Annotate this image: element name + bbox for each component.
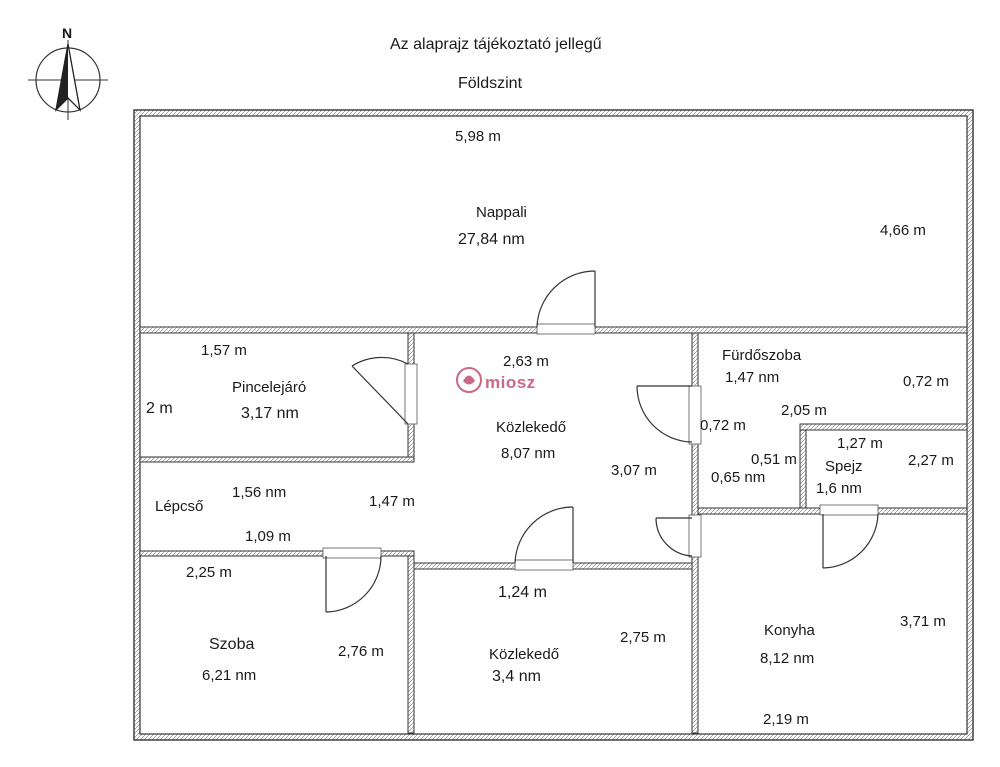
kozl1-width: 2,63 m bbox=[503, 353, 549, 370]
furdo-side: 0,72 m bbox=[700, 417, 746, 434]
konyha-area: 8,12 nm bbox=[760, 650, 815, 667]
kozl2-area: 3,4 nm bbox=[492, 668, 541, 685]
konyha-depth: 3,71 m bbox=[900, 613, 946, 630]
small-area: 0,65 nm bbox=[711, 469, 766, 486]
nappali-width: 5,98 m bbox=[455, 128, 501, 145]
lepcso-width: 1,09 m bbox=[245, 528, 291, 545]
kozl2-width: 1,24 m bbox=[498, 584, 547, 601]
nappali-depth: 4,66 m bbox=[880, 222, 926, 239]
plan-disclaimer: Az alaprajz tájékoztató jellegű bbox=[390, 36, 602, 53]
spejz-depth: 2,27 m bbox=[908, 452, 954, 469]
small-width: 0,51 m bbox=[751, 451, 797, 468]
pince-name: Pincelejáró bbox=[232, 379, 307, 396]
miosz-watermark bbox=[455, 366, 555, 398]
pince-depth: 2 m bbox=[146, 400, 173, 417]
kozl2-depth: 2,75 m bbox=[620, 629, 666, 646]
konyha-name: Konyha bbox=[764, 622, 815, 639]
lepcso-name: Lépcső bbox=[155, 498, 204, 515]
kozl1-depth: 3,07 m bbox=[611, 462, 657, 479]
compass-north-label: N bbox=[62, 25, 73, 41]
spejz-name: Spejz bbox=[825, 458, 863, 475]
pince-width: 1,57 m bbox=[201, 342, 247, 359]
spejz-area: 1,6 nm bbox=[816, 480, 862, 497]
furdo-area: 1,47 nm bbox=[725, 369, 780, 386]
nappali-area: 27,84 nm bbox=[458, 231, 525, 248]
szoba-width: 2,25 m bbox=[186, 564, 232, 581]
furdo-depth: 2,05 m bbox=[781, 402, 827, 419]
watermark-text: miosz bbox=[485, 373, 536, 392]
kozl1-extra: 1,47 m bbox=[369, 493, 415, 510]
pince-area: 3,17 nm bbox=[241, 405, 299, 422]
lepcso-area: 1,56 nm bbox=[232, 484, 287, 501]
spejz-width: 1,27 m bbox=[837, 435, 883, 452]
furdo-width: 0,72 m bbox=[903, 373, 949, 390]
szoba-area: 6,21 nm bbox=[202, 667, 257, 684]
furdo-name: Fürdőszoba bbox=[722, 347, 802, 364]
konyha-width: 2,19 m bbox=[763, 711, 809, 728]
kozl1-name: Közlekedő bbox=[496, 419, 567, 436]
szoba-depth: 2,76 m bbox=[338, 643, 384, 660]
miosz-logo-icon bbox=[455, 366, 483, 394]
kozl2-name: Közlekedő bbox=[489, 646, 560, 663]
north-compass-icon bbox=[28, 40, 108, 120]
kozl1-area: 8,07 nm bbox=[501, 445, 556, 462]
nappali-name: Nappali bbox=[476, 204, 527, 221]
floor-level: Földszint bbox=[458, 75, 523, 92]
szoba-name: Szoba bbox=[209, 636, 255, 653]
